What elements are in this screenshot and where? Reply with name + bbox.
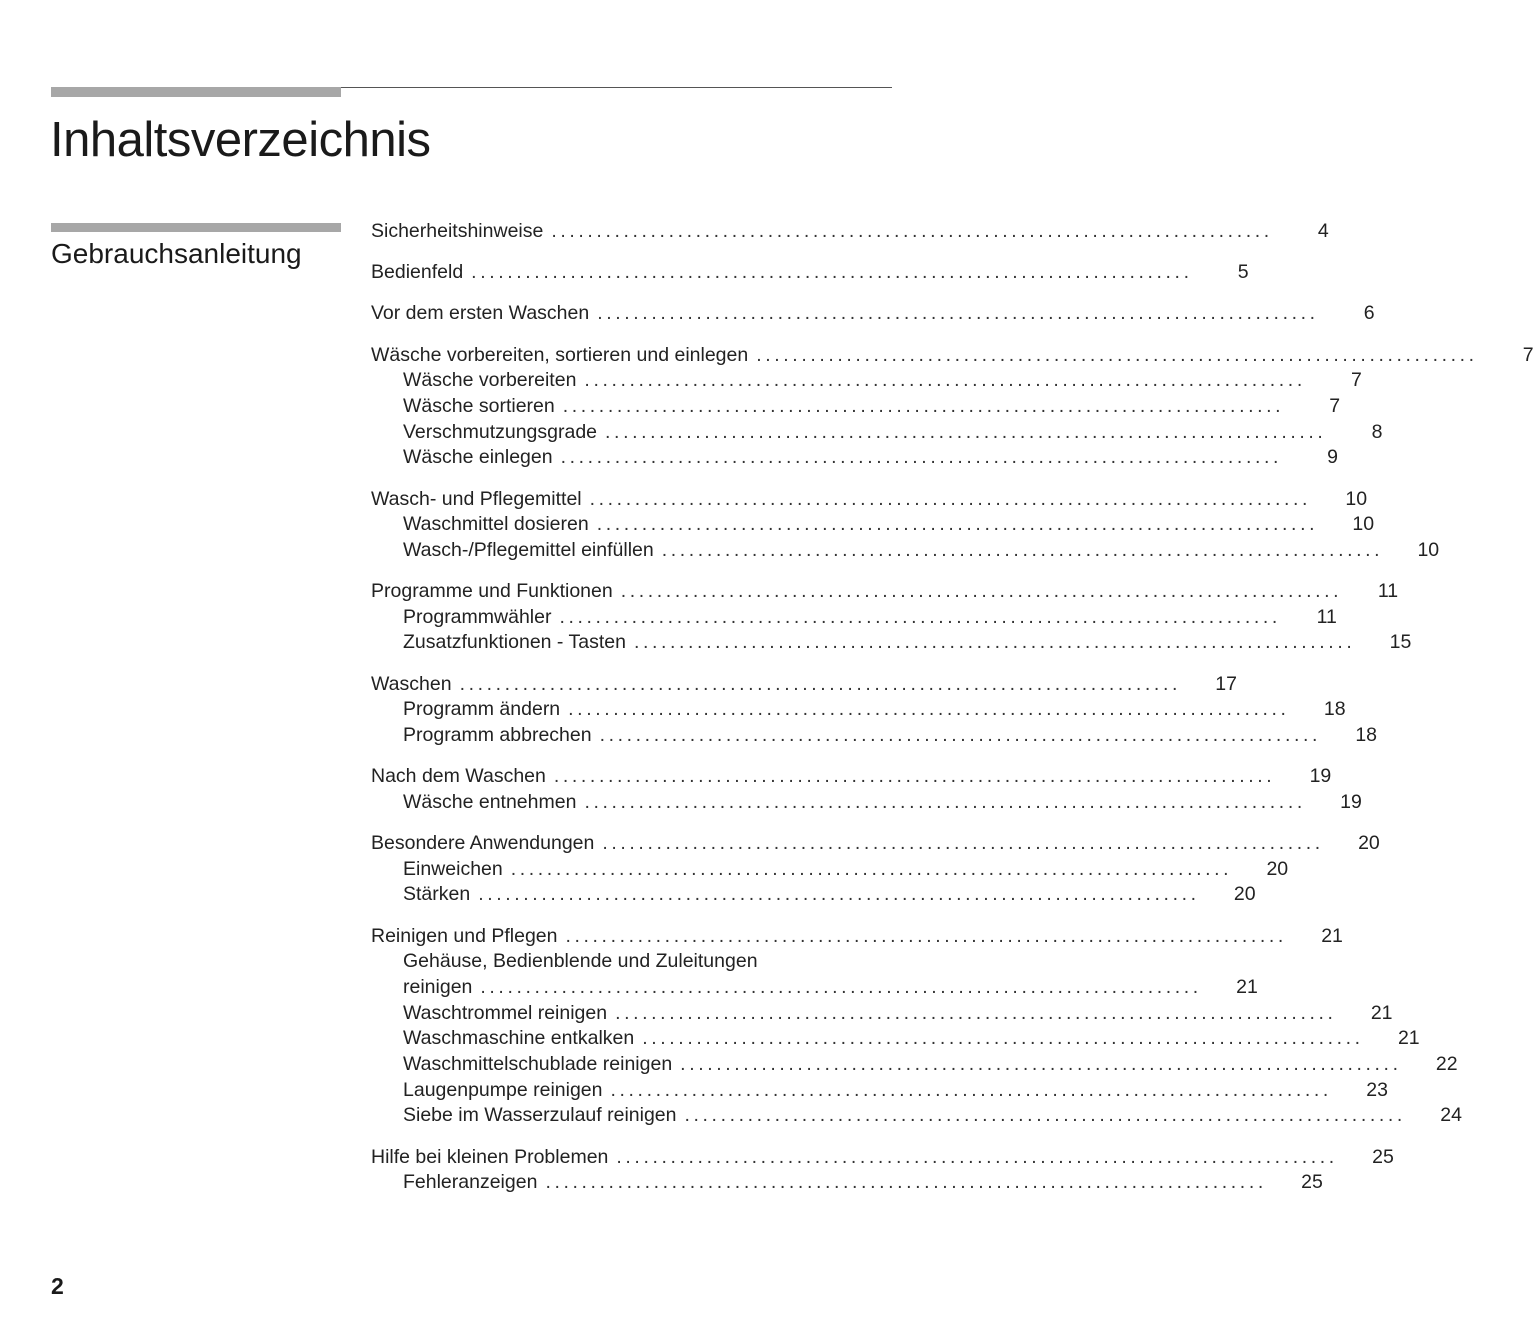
toc-subentry[interactable] — [371, 723, 1378, 749]
toc-entry[interactable] — [371, 1145, 1394, 1171]
toc-entry-label: Zusatzfunktionen - Tasten — [403, 631, 626, 654]
dot-leader: ................................................................................ — [596, 513, 1319, 536]
page-title: Inhaltsverzeichnis — [50, 113, 431, 167]
toc-entry-page: 17 — [1215, 672, 1237, 695]
toc-group — [371, 219, 1329, 245]
toc-subentry[interactable] — [371, 975, 1258, 1001]
toc-group — [371, 924, 1462, 1130]
toc-group — [371, 343, 1534, 471]
table-of-contents — [371, 219, 1534, 1212]
dot-leader: ................................................................................ — [471, 261, 1193, 284]
toc-entry-page: 18 — [1323, 698, 1346, 721]
toc-entry-page: 7 — [1329, 394, 1341, 417]
toc-entry-label: Waschen — [371, 672, 452, 695]
toc-entry[interactable] — [371, 301, 1375, 327]
toc-entry-page: 19 — [1309, 765, 1332, 788]
section-title: Gebrauchsanleitung — [51, 238, 302, 269]
toc-entry-label: Wäsche entnehmen — [403, 790, 577, 813]
toc-entry[interactable] — [371, 764, 1332, 790]
toc-entry-label: Hilfe bei kleinen Problemen — [371, 1145, 609, 1168]
dot-leader: ................................................................................ — [553, 765, 1276, 788]
dot-leader: ................................................................................ — [562, 394, 1285, 417]
dot-leader: ................................................................................ — [478, 883, 1200, 906]
dot-leader: ................................................................................ — [568, 698, 1290, 721]
toc-entry-page: 6 — [1363, 302, 1375, 325]
toc-entry-page: 21 — [1370, 1001, 1393, 1024]
toc-entry-page: 4 — [1317, 220, 1329, 242]
toc-entry-label: Wäsche einlegen — [403, 446, 553, 469]
toc-entry-label: Sicherheitshinweise — [371, 220, 544, 242]
dot-leader: ................................................................................ — [620, 580, 1343, 603]
toc-entry-label-line: Gehäuse, Bedienblende und Zuleitungen — [403, 950, 758, 973]
toc-entry-label: Waschmittelschublade reinigen — [403, 1053, 673, 1076]
toc-entry-label: Verschmutzungsgrade — [403, 420, 598, 443]
dot-leader: ................................................................................ — [756, 343, 1478, 366]
toc-group — [371, 260, 1249, 286]
toc-entry[interactable] — [371, 343, 1534, 369]
dot-leader: ................................................................................ — [510, 857, 1233, 880]
toc-entry-page: 9 — [1327, 446, 1339, 469]
toc-entry-label: Programm ändern — [403, 698, 561, 721]
toc-entry-label: Bedienfeld — [371, 261, 464, 284]
dot-leader: ................................................................................ — [605, 420, 1327, 443]
toc-entry-label: Wäsche vorbereiten, sortieren und einlegen — [371, 343, 749, 366]
toc-entry[interactable] — [371, 831, 1380, 857]
toc-entry-page: 10 — [1352, 513, 1375, 536]
toc-group — [371, 1145, 1394, 1196]
toc-entry-label: Nach dem Waschen — [371, 765, 546, 788]
dot-leader: ................................................................................ — [584, 790, 1306, 813]
toc-entry[interactable] — [371, 579, 1399, 605]
toc-entry-page: 5 — [1237, 261, 1249, 284]
toc-entry-label: Laugenpumpe reinigen — [403, 1078, 603, 1101]
toc-subentry[interactable] — [371, 857, 1289, 883]
dot-leader: ................................................................................ — [684, 1104, 1406, 1127]
toc-entry-page: 23 — [1366, 1078, 1388, 1101]
toc-entry-page: 8 — [1371, 420, 1383, 443]
toc-subentry[interactable] — [371, 882, 1256, 908]
toc-entry-label: Stärken — [403, 883, 471, 906]
toc-entry-label: Einweichen — [403, 857, 503, 880]
toc-group — [371, 579, 1412, 656]
toc-group — [371, 764, 1362, 815]
toc-subentry[interactable] — [371, 512, 1375, 538]
toc-subentry[interactable] — [371, 368, 1362, 394]
toc-subentry[interactable] — [371, 1001, 1393, 1027]
toc-entry-label: Waschmittel dosieren — [403, 513, 589, 536]
toc-entry-page: 10 — [1417, 538, 1440, 561]
dot-leader: ................................................................................ — [633, 631, 1356, 654]
dot-leader: ................................................................................ — [597, 302, 1319, 325]
dot-leader: ................................................................................ — [680, 1053, 1402, 1076]
toc-entry-label: Wäsche vorbereiten — [403, 369, 577, 392]
toc-entry[interactable] — [371, 672, 1237, 698]
dot-leader: ................................................................................ — [584, 369, 1306, 392]
toc-entry-label: Fehleranzeigen — [403, 1171, 538, 1194]
toc-group — [371, 487, 1440, 564]
toc-entry-label: Wasch- und Pflegemittel — [371, 487, 582, 510]
dot-leader: ................................................................................ — [661, 538, 1384, 561]
dot-leader: ................................................................................ — [602, 832, 1324, 855]
toc-subentry[interactable] — [371, 630, 1412, 656]
toc-entry-label: reinigen — [403, 976, 473, 998]
toc-entry-label: Wasch-/Pflegemittel einfüllen — [403, 538, 654, 561]
toc-entry-page: 21 — [1321, 924, 1343, 947]
toc-entry-label: Wäsche sortieren — [403, 394, 555, 417]
toc-entry-page: 21 — [1397, 1027, 1420, 1050]
dot-leader: ................................................................................ — [615, 1001, 1337, 1024]
toc-entry-label: Siebe im Wasserzulauf reinigen — [403, 1104, 677, 1127]
toc-entry[interactable] — [371, 219, 1329, 245]
toc-subentry[interactable] — [371, 1078, 1388, 1104]
toc-subentry[interactable] — [371, 538, 1440, 564]
toc-entry-page: 25 — [1301, 1171, 1323, 1194]
toc-entry-label: Besondere Anwendungen — [371, 832, 595, 855]
toc-subentry[interactable] — [371, 445, 1339, 471]
toc-subentry[interactable] — [371, 420, 1383, 446]
toc-entry-label: Reinigen und Pflegen — [371, 924, 558, 947]
toc-entry-label: Vor dem ersten Waschen — [371, 302, 590, 325]
dot-leader: ................................................................................ — [560, 446, 1283, 469]
toc-entry-page: 11 — [1316, 605, 1337, 628]
dot-leader: ................................................................................ — [545, 1171, 1267, 1194]
dot-leader: ................................................................................ — [559, 605, 1281, 628]
dot-leader: ................................................................................ — [616, 1145, 1338, 1168]
toc-subentry[interactable] — [371, 1103, 1462, 1129]
toc-subentry[interactable] — [371, 697, 1346, 723]
dot-leader: ................................................................................ — [642, 1027, 1364, 1050]
toc-entry-page: 20 — [1233, 883, 1256, 906]
toc-entry-page: 20 — [1266, 857, 1289, 880]
toc-entry-page: 15 — [1389, 631, 1412, 654]
header-rule-thick — [51, 87, 341, 97]
toc-entry-page: 7 — [1350, 369, 1362, 392]
toc-entry-page: 10 — [1345, 487, 1368, 510]
toc-entry-page: 25 — [1372, 1145, 1394, 1168]
toc-entry-page: 19 — [1340, 790, 1362, 813]
dot-leader: ................................................................................ — [599, 724, 1322, 746]
toc-subentry[interactable] — [371, 605, 1337, 631]
dot-leader: ................................................................................ — [565, 924, 1287, 947]
toc-entry-page: 21 — [1236, 976, 1258, 998]
dot-leader: ................................................................................ — [480, 976, 1202, 998]
toc-subentry[interactable] — [371, 394, 1341, 420]
toc-entry-label: Programmwähler — [403, 605, 552, 628]
toc-entry[interactable] — [371, 260, 1249, 286]
toc-entry-page: 18 — [1355, 724, 1378, 746]
toc-entry-label: Waschmaschine entkalken — [403, 1027, 635, 1050]
toc-entry-page: 20 — [1358, 832, 1380, 855]
dot-leader: ................................................................................ — [551, 220, 1273, 242]
section-rule — [51, 223, 341, 232]
toc-entry-label: Waschtrommel reinigen — [403, 1001, 608, 1024]
page-number: 2 — [51, 1273, 64, 1299]
toc-subentry[interactable] — [371, 1026, 1420, 1052]
toc-subentry[interactable] — [371, 1170, 1323, 1196]
toc-entry-page: 22 — [1435, 1053, 1458, 1076]
toc-subentry[interactable] — [371, 790, 1362, 816]
dot-leader: ................................................................................ — [459, 672, 1181, 695]
toc-entry-label: Programme und Funktionen — [371, 580, 613, 603]
toc-entry[interactable] — [371, 924, 1343, 950]
toc-subentry[interactable] — [371, 1052, 1458, 1078]
dot-leader: ................................................................................ — [610, 1078, 1332, 1101]
toc-group — [371, 672, 1378, 749]
toc-entry-page: 24 — [1440, 1104, 1462, 1127]
toc-entry-label: Programm abbrechen — [403, 724, 592, 746]
toc-entry[interactable] — [371, 487, 1368, 513]
toc-group — [371, 831, 1380, 908]
toc-group — [371, 301, 1375, 327]
dot-leader: ................................................................................ — [589, 487, 1312, 510]
toc-entry-page: 11 — [1377, 580, 1399, 603]
toc-entry-page: 7 — [1522, 343, 1534, 366]
